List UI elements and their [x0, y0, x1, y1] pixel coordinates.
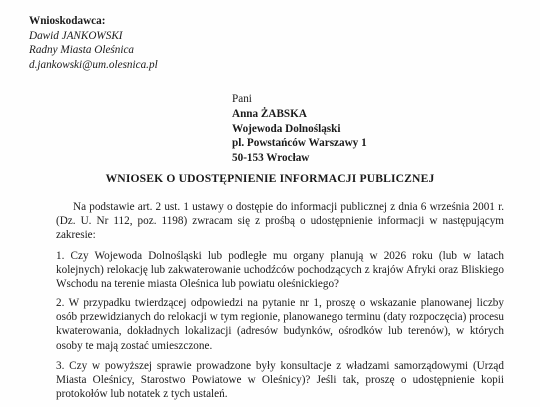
applicant-name: Dawid JANKOWSKI: [29, 29, 123, 42]
applicant-label: Wnioskodawca:: [29, 15, 106, 27]
document-title: WNIOSEK O UDOSTĘPNIENIE INFORMACJI PUBLICZNEJ: [105, 172, 435, 185]
recipient-salutation: Pani: [232, 93, 252, 105]
question-3-paragraph: 3. Czy w powyższej sprawie prowadzone były konsultacje z władzami samorządowymi (Urząd Miasta Oleśnicy, Starostwo Powiatowe w Oleśnicy)? Jeśli tak, proszę o udostępnienie kopii protokołów lub notatek z tych ustaleń.: [56, 360, 504, 401]
recipient-name: Anna ŻABSKA: [232, 107, 307, 120]
recipient-street: pl. Powstańców Warszawy 1: [232, 137, 367, 150]
applicant-block: [29, 14, 158, 72]
applicant-role: Radny Miasta Oleśnica: [29, 44, 135, 57]
recipient-block: [232, 92, 367, 166]
question-2-paragraph: 2. W przypadku twierdzącej odpowiedzi na pytanie nr 1, proszę o wskazanie planowanej liczby osób przewidzianych do relokacji w tym regionie, planowanego terminu (daty rozpoczęcia) procesu kwaterowania, dokładnych lokalizacji (adresów budynków, ośrodków lub terenów), w których osoby te mają zostać umieszczone.: [56, 297, 504, 352]
recipient-city: 50-153 Wrocław: [232, 152, 310, 165]
question-1-paragraph: 1. Czy Wojewoda Dolnośląski lub podległe mu organy planują w 2026 roku (lub w latach kolejnych) relokację lub zakwaterowanie uchodźców pochodzących z krajów Afryki oraz Bliskiego Wschodu na terenie miasta Oleśnica lub powiatu oleśnickiego?: [56, 250, 504, 291]
applicant-email: d.jankowski@um.olesnica.pl: [29, 58, 158, 71]
intro-paragraph: Na podstawie art. 2 ust. 1 ustawy o dostępie do informacji publicznej z dnia 6 września 2001 r. (Dz. U. Nr 112, poz. 1198) zwracam się z prośbą o udostępnienie informacji w następującym zakresie:: [56, 201, 504, 242]
recipient-position: Wojewoda Dolnośląski: [232, 122, 341, 135]
